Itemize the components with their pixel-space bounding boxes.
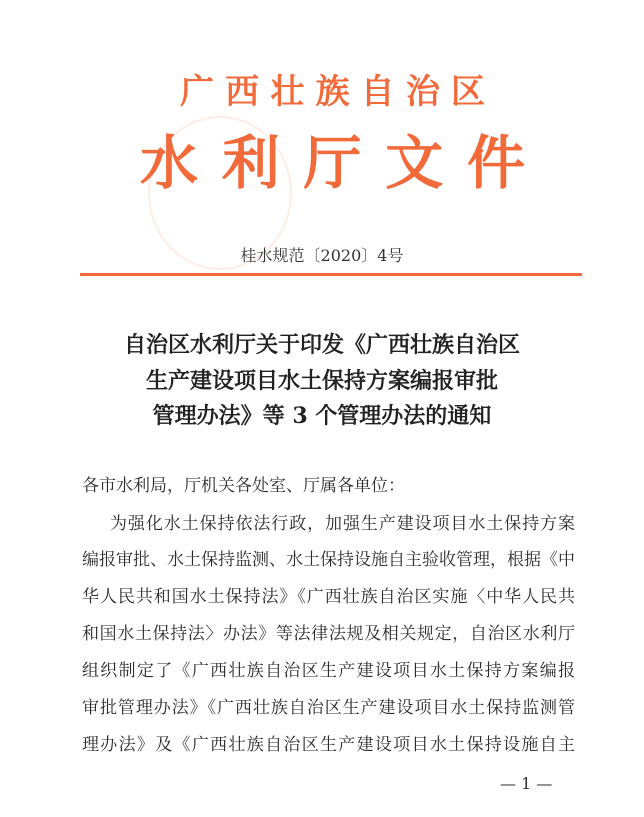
issuing-org: 广西壮族自治区 [180,72,485,112]
body-line: 为强化水土保持依法行政，加强生产建设项目水土保持方案 [110,514,575,534]
body-line: 编报审批、水土保持监测、水土保持设施自主验收管理，根据《中 [82,550,575,570]
body-line: 理办法》及《广西壮族自治区生产建设项目水土保持设施自主 [82,735,575,755]
salutation: 各市水利局，厅机关各处室、厅属各单位： [82,476,405,496]
title-line-2: 生产建设项目水土保持方案编报审批 [145,368,498,394]
document-type: 水利厅文件 [140,129,525,197]
title-line-3: 管理办法》等 3 个管理办法的通知 [152,403,492,429]
body-line: 华人民共和国水土保持法》《广西壮族自治区实施〈中华人民共 [82,587,575,607]
document-number: 桂水规范〔2020〕4号 [240,246,404,265]
body-line: 组织制定了《广西壮族自治区生产建设项目水土保持方案编报 [82,661,575,681]
page-number: — 1 — [500,774,553,793]
title-line-1: 自治区水利厅关于印发《广西壮族自治区 [123,332,520,358]
body-line: 和国水土保持法〉办法》等法律法规及相关规定，自治区水利厅 [82,624,575,644]
body-line: 审批管理办法》《广西壮族自治区生产建设项目水土保持监测管 [82,698,575,718]
red-divider [80,273,582,276]
